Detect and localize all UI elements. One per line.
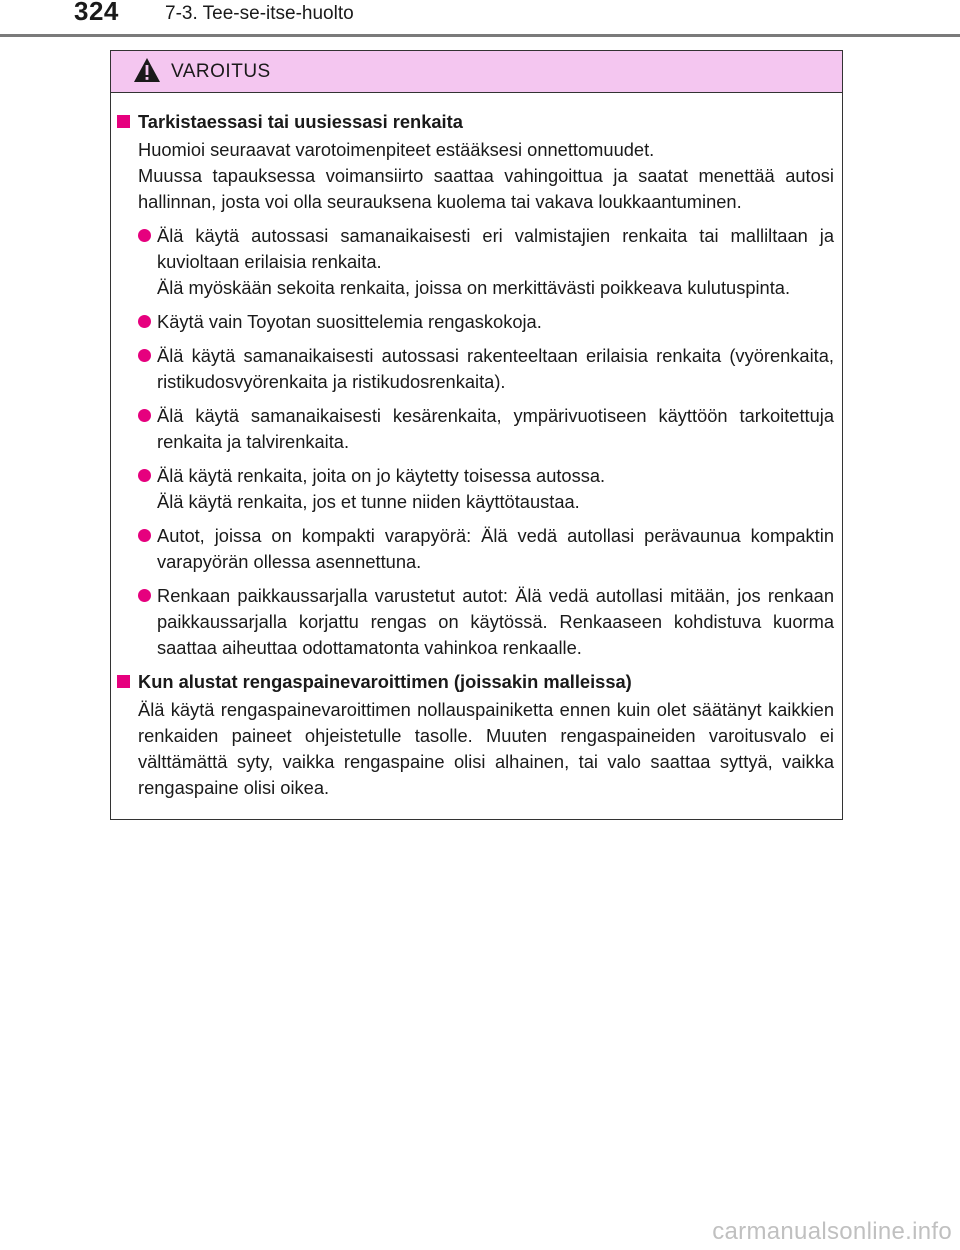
section-paragraph bbox=[115, 697, 834, 801]
list-item-text bbox=[157, 463, 834, 515]
page-header bbox=[0, 0, 960, 40]
round-bullet-icon bbox=[138, 229, 151, 242]
list-item-text bbox=[157, 223, 834, 301]
list-item bbox=[115, 309, 834, 335]
round-bullet-icon bbox=[138, 349, 151, 362]
list-item-line: Älä käytä samanaikaisesti kesärenkaita, ympärivuotiseen käyttöön tarkoitettuja renkaita ja talvirenkaita. bbox=[157, 405, 834, 452]
section-heading-text: Tarkistaessasi tai uusiessasi renkaita bbox=[138, 111, 463, 132]
paragraph-line: Muussa tapauksessa voimansiirto saattaa vahingoittua ja saatat menettää autosi hallinnan, josta voi olla seurauksena kuolema tai vakava loukkaantuminen. bbox=[138, 165, 834, 212]
paragraph-line: Huomioi seuraavat varotoimenpiteet estääksesi onnettomuudet. bbox=[138, 139, 655, 160]
list-item-text bbox=[157, 309, 834, 335]
list-item-line: Älä käytä autossasi samanaikaisesti eri valmistajien renkaita tai malliltaan ja kuvioltaan erilaisia renkaita. bbox=[157, 225, 834, 272]
round-bullet-icon bbox=[138, 529, 151, 542]
round-bullet-icon bbox=[138, 409, 151, 422]
list-item-line: Älä käytä samanaikaisesti autossasi rakenteeltaan erilaisia renkaita (vyörenkaita, ristikudosvyörenkaita ja ristikudosrenkaita). bbox=[157, 345, 834, 392]
square-bullet-icon bbox=[117, 115, 130, 128]
list-item-line: Renkaan paikkaussarjalla varustetut autot: Älä vedä autollasi mitään, jos renkaan paikkaussarjalla korjattu rengas on käytössä. Renkaaseen kohdistuva kuorma saattaa aiheuttaa odottamatonta vahinkoa renkaalle. bbox=[157, 585, 834, 658]
paragraph-line: Älä käytä rengaspainevaroittimen nollauspainiketta ennen kuin olet säätänyt kaikkien renkaiden paineet ohjeistetulle tasolle. Muuten rengaspaineiden varoitusvalo ei välttämättä syty, vaikka rengaspaine olisi alhainen, tai valo saattaa syttyä, vaikka rengaspaine olisi oikea. bbox=[138, 699, 834, 798]
warning-header bbox=[111, 51, 842, 93]
section-paragraph bbox=[115, 137, 834, 215]
list-item bbox=[115, 523, 834, 575]
list-item-line: Älä käytä renkaita, joita on jo käytetty toisessa autossa. bbox=[157, 465, 606, 486]
list-item bbox=[115, 463, 834, 515]
warning-triangle-icon bbox=[133, 57, 161, 83]
list-item-line: Käytä vain Toyotan suosittelemia rengaskokoja. bbox=[157, 311, 542, 332]
header-rule bbox=[0, 34, 960, 37]
list-item-text bbox=[157, 403, 834, 455]
list-item-text bbox=[157, 523, 834, 575]
list-item-line: Autot, joissa on kompakti varapyörä: Älä vedä autollasi perävaunua kompaktin varapyörän ollessa asennettuna. bbox=[157, 525, 834, 572]
square-bullet-icon bbox=[117, 675, 130, 688]
section-heading bbox=[115, 109, 834, 135]
round-bullet-icon bbox=[138, 469, 151, 482]
list-item-line: Älä käytä renkaita, jos et tunne niiden käyttötaustaa. bbox=[157, 491, 580, 512]
section-heading-text: Kun alustat rengaspainevaroittimen (joissakin malleissa) bbox=[138, 671, 632, 692]
round-bullet-icon bbox=[138, 315, 151, 328]
list-item bbox=[115, 223, 834, 301]
page-number: 324 bbox=[74, 0, 119, 26]
list-item bbox=[115, 343, 834, 395]
section-title: 7-3. Tee-se-itse-huolto bbox=[165, 3, 354, 24]
list-item bbox=[115, 403, 834, 455]
list-item-text bbox=[157, 343, 834, 395]
list-item-line: Älä myöskään sekoita renkaita, joissa on merkittävästi poikkeava kulutuspinta. bbox=[157, 277, 791, 298]
section-heading bbox=[115, 669, 834, 695]
round-bullet-icon bbox=[138, 589, 151, 602]
watermark: carmanualsonline.info bbox=[712, 1218, 952, 1245]
warning-box bbox=[110, 50, 843, 820]
list-item-text bbox=[157, 583, 834, 661]
warning-label: VAROITUS bbox=[171, 61, 271, 82]
warning-body bbox=[111, 93, 842, 801]
list-item bbox=[115, 583, 834, 661]
